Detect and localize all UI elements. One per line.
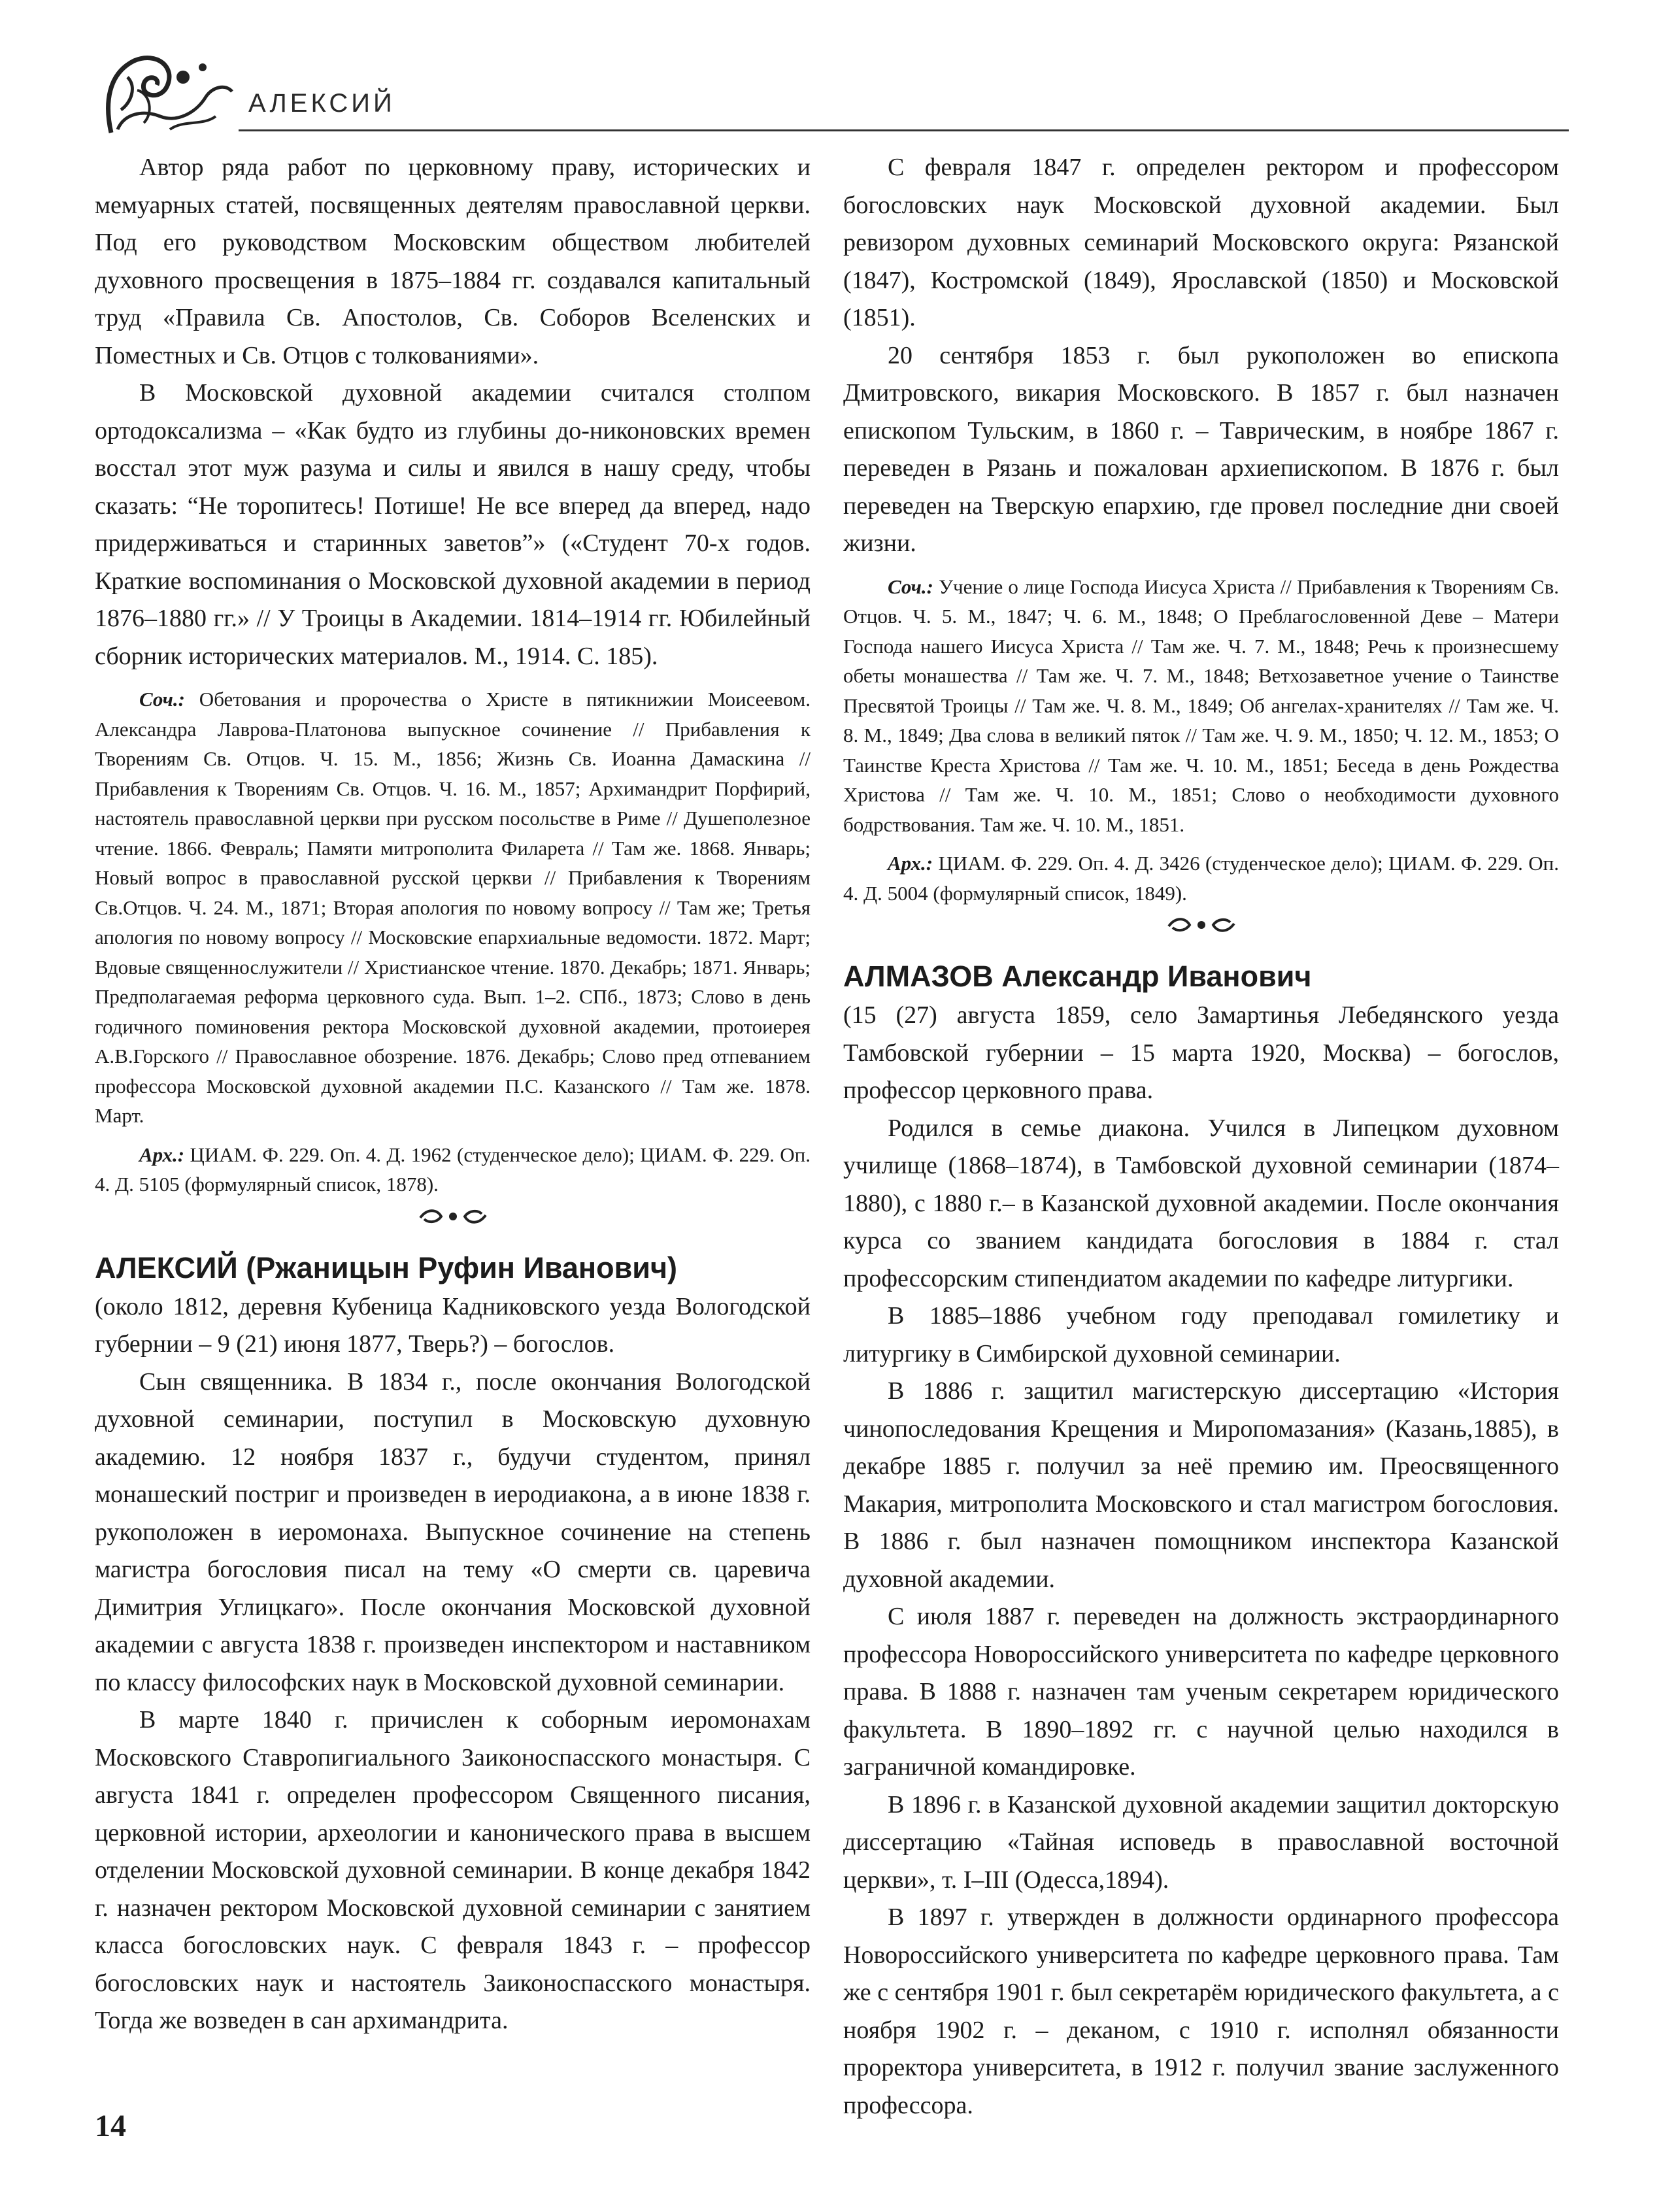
decorative-initial-ornament-icon — [98, 51, 235, 142]
section-divider — [843, 912, 1559, 948]
works-label: Соч.: — [888, 575, 933, 598]
paragraph: 20 сентября 1853 г. был рукоположен во епископа Дмитровского, викария Московского. В 1857 г. был назначен епископом Тульским, в 1860 г. – Таврическим, в ноябре 1867 г. переведен в Рязань и пожалован архиепископом. В 1876 г. был переведен на Тверскую епархию, где провел последние дни своей жизни. — [843, 341, 1559, 557]
paragraph: Родился в семье диакона. Учился в Липецком духовном училище (1868–1874), в Тамбовской духовной семинарии (1874–1880), с 1880 г.– в Казанской духовной академии. После окончания курса со званием кандидата богословия в 1884 г. стал профессорским стипендиатом академии по кафедре литургики. — [843, 1114, 1559, 1292]
entry-lead: (15 (27) августа 1859, село Замартинья Лебедянского уезда Тамбовской губернии – 15 марта 1920, Москва) – богослов, профессор церковного права. — [843, 1001, 1559, 1104]
headword-given-names: Александр Иванович — [993, 960, 1312, 993]
paragraph: Автор ряда работ по церковному праву, исторических и мемуарных статей, посвященных деятелям православной церкви. Под его руководством Московским обществом любителей духовного просвещения в 1875–1884 гг. создавался капитальный труд «Правила Св. Апостолов, Св. Соборов Вселенских и Поместных и Св. Отцов с толкованиями». — [95, 154, 811, 369]
archive-text: ЦИАМ. Ф. 229. Оп. 4. Д. 3426 (студенческое дело); ЦИАМ. Ф. 229. Оп. 4. Д. 5004 (формулярный список, 1849). — [843, 852, 1559, 905]
entry-headword — [843, 956, 1559, 997]
paragraph: В Московской духовной академии считался столпом ортодоксализма – «Как будто из глубины до-никоновских времен восстал этот муж разума и силы и явился в нашу среду, чтобы сказать: “Не торопитесь! Потише! Не все вперед да вперед, надо придерживаться и старинных заветов”» («Студент 70-х годов. Краткие воспоминания о Московской духовной академии в период 1876–1880 гг.» // У Троицы в Академии. 1814–1914 гг. Юбилейный сборник исторических материалов. М., 1914. С. 185). — [95, 379, 811, 670]
archive-refs — [843, 848, 1559, 908]
headword-surname: АЛМАЗОВ — [843, 960, 994, 993]
works-text: Учение о лице Господа Иисуса Христа // Прибавления к Творениям Св. Отцов. Ч. 5. М., 1847; Ч. 6. М., 1848; О Преблагословенной Деве – Матери Господа нашего Иисуса Христа // Там же. Ч. 7. М., 1848; Речь к произнесшему обеты монашества // Там же. Ч. 7. М., 1848; Ветхозаветное учение о Таинстве Пресвятой Троицы // Там же. Ч. 8. М., 1849; Об ангелах-хранителях // Там же. Ч. 8. М., 1849; Два слова в великий пяток // Там же. Ч. 9. М., 1850; Ч. 12. М., 1853; О Таинстве Креста Христова // Там же. Ч. 10. М., 1851; Беседа в день Рождества Христова // Там же. Ч. 10. М., 1851; Слово о необходимости духовного бодрствования. Там же. Ч. 10. М., 1851. — [843, 575, 1559, 836]
works-list — [843, 572, 1559, 840]
archive-refs — [95, 1140, 811, 1199]
works-label: Соч.: — [139, 688, 185, 711]
left-column — [95, 149, 811, 2040]
works-text: Обетования и пророчества о Христе в пятикнижии Моисеевом. Александра Лаврова-Платонова выпускное сочинение // Прибавления к Творениям Св. Отцов. Ч. 15. М., 1856; Жизнь Св. Иоанна Дамаскина // Прибавления к Творениям Св. Отцов. Ч. 16. М., 1857; Архимандрит Порфирий, настоятель православной церкви при русском посольстве в Риме // Душеполезное чтение. 1866. Февраль; Памяти митрополита Филарета // Там же. 1868. Январь; Новый вопрос в православной русской церкви // Прибавления к Творениям Св.Отцов. Ч. 24. М., 1871; Вторая апология по новому вопросу // Там же; Третья апология по новому вопросу // Московские епархиальные ведомости. 1872. Март; Вдовые священнослужители // Христианское чтение. 1870. Декабрь; 1871. Январь; Предполагаемая реформа церковного суда. Вып. 1–2. СПб., 1873; Слово в день годичного поминовения ректора Московской духовной академии, протоиерея А.В.Горского // Православное обозрение. 1876. Декабрь; Слово пред отпеванием профессора Московской духовной академии П.С. Казанского // Там же. 1878. Март. — [95, 688, 811, 1127]
entry-lead: (около 1812, деревня Кубеница Кадниковского уезда Вологодской губернии – 9 (21) июня 1877, Тверь?) – богослов. — [95, 1292, 811, 1358]
fleuron-icon — [414, 1203, 492, 1230]
paragraph: В марте 1840 г. причислен к соборным иеромонахам Московского Ставропигиального Заиконоспасского монастыря. С августа 1841 г. определен профессором Священного писания, церковной истории, археологии и канонического права в высшем отделении Московской духовной семинарии. В конце декабря 1842 г. назначен ректором Московской духовной семинарии с занятием класса богословских наук. С февраля 1843 г. – профессор богословских наук и настоятель Заиконоспасского монастыря. Тогда же возведен в сан архимандрита. — [95, 1706, 811, 2034]
works-list — [95, 684, 811, 1131]
section-divider — [95, 1203, 811, 1240]
headword-name: АЛЕКСИЙ — [95, 1250, 238, 1284]
running-head: АЛЕКСИЙ — [248, 89, 395, 118]
paragraph: Сын священника. В 1834 г., после окончания Вологодской духовной семинарии, поступил в Московскую духовную академию. 12 ноября 1837 г., будучи студентом, принял монашеский постриг и произведен в иеродиакона, а в июне 1838 г. рукоположен в иеромонаха. Выпускное сочинение на степень магистра богословия писал на тему «О смерти св. царевича Димитрия Углицкаго». После окончания Московской духовной академии с августа 1838 г. произведен инспектором и наставником по классу философских наук в Московской духовной семинарии. — [95, 1367, 811, 1696]
paragraph: С июля 1887 г. переведен на должность экстраординарного профессора Новороссийского университета по кафедре церковного права. В 1888 г. назначен там ученым секретарем юридического факультета. В 1890–1892 гг. с научной целью находился в заграничной командировке. — [843, 1603, 1559, 1781]
header-rule — [239, 129, 1569, 131]
archive-label: Арх.: — [139, 1143, 185, 1166]
entry-headword — [95, 1248, 811, 1288]
fleuron-icon — [1162, 912, 1241, 938]
paragraph: В 1885–1886 учебном году преподавал гомилетику и литургику в Симбирской духовной семинарии. — [843, 1302, 1559, 1367]
paragraph: В 1886 г. защитил магистерскую диссертацию «История чинопоследования Крещения и Миропомазания» (Казань,1885), в декабре 1885 г. получил за неё премию им. Преосвященного Макария, митрополита Московского и стал магистром богословия. В 1886 г. был назначен помощником инспектора Казанской духовной академии. — [843, 1377, 1559, 1593]
paragraph: С февраля 1847 г. определен ректором и профессором богословских наук Московской духовной академии. Был ревизором духовных семинарий Московского округа: Рязанской (1847), Костромской (1849), Ярославской (1850) и Московской (1851). — [843, 154, 1559, 331]
archive-label: Арх.: — [888, 852, 933, 875]
page-header — [98, 51, 1569, 142]
paragraph: В 1897 г. утвержден в должности ординарного профессора Новороссийского университета по кафедре церковного права. Там же с сентября 1901 г. был секретарём юридического факультета, а с ноября 1902 г. – деканом, с 1910 г. исполнял обязанности проректора университета, в 1912 г. получил звание заслуженного профессора. — [843, 1903, 1559, 2119]
right-column — [843, 149, 1559, 2124]
headword-secular-name: (Ржаницын Руфин Иванович) — [237, 1250, 678, 1284]
page-number: 14 — [95, 2109, 126, 2143]
archive-text: ЦИАМ. Ф. 229. Оп. 4. Д. 1962 (студенческое дело); ЦИАМ. Ф. 229. Оп. 4. Д. 5105 (формулярный список, 1878). — [95, 1143, 811, 1196]
paragraph: В 1896 г. в Казанской духовной академии защитил докторскую диссертацию «Тайная исповедь в православной восточной церкви», т. I–III (Одесса,1894). — [843, 1790, 1559, 1894]
